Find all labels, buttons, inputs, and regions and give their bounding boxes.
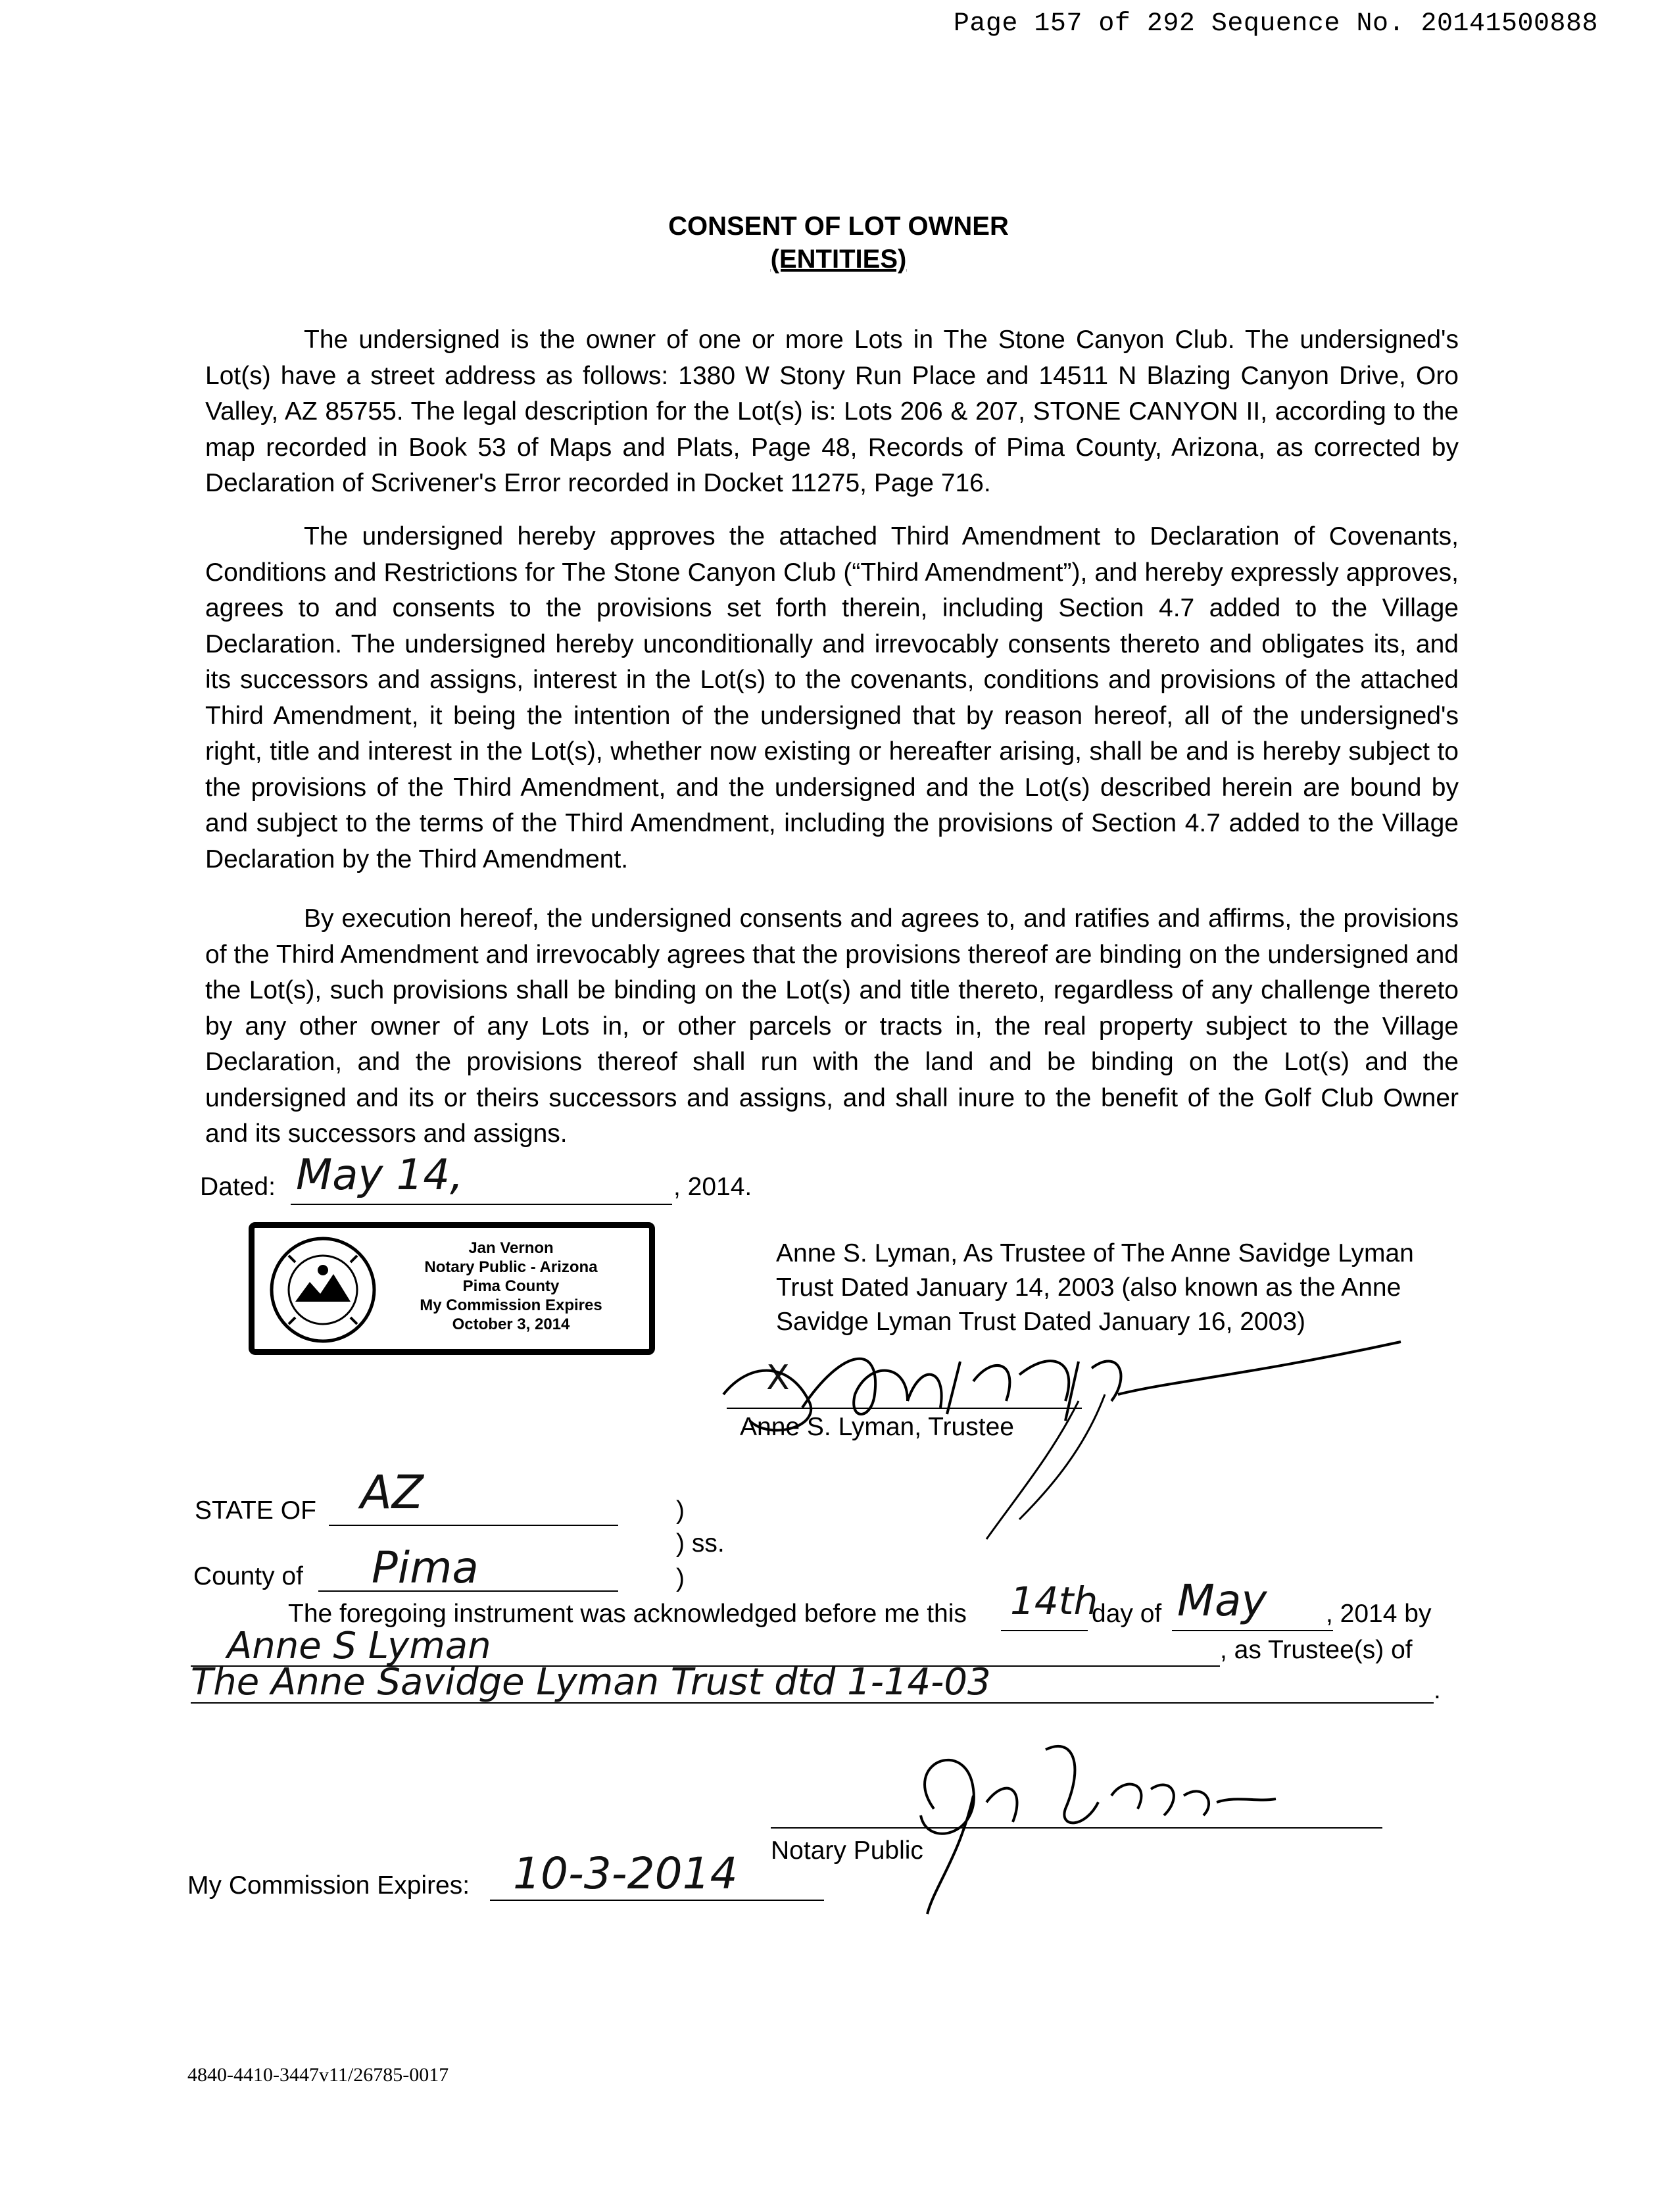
paragraph-ownership: The undersigned is the owner of one or more Lots in The Stone Canyon Club. The undersigned's Lot(s) have a street address as follows: 1380 W Stony Run Place and 14511 N Blazing Canyon Drive, Oro Valley, AZ 85755. The legal description for the Lot(s) is: Lots 206 & 207, STONE CANYON II, according to the map recorded in Book 53 of Maps and Plats, Page 48, Records of Pima County, Arizona, as corrected by Declaration of Scrivener's Error recorded in Docket 11275, Page 716.: [205, 326, 1459, 497]
month-handwritten: May: [1177, 1575, 1267, 1626]
dated-label: Dated:: [200, 1173, 276, 1201]
page-sequence-header: Page 157 of 292 Sequence No. 20141500888: [953, 9, 1598, 39]
state-underline: [329, 1525, 618, 1526]
day-of-label: day of: [1092, 1600, 1162, 1628]
signature-x-mark: X: [766, 1358, 790, 1398]
name-handwritten: Anne S Lyman: [227, 1625, 491, 1667]
commission-underline: [490, 1900, 824, 1901]
stamp-county: Pima County: [462, 1277, 560, 1295]
document-id-footer: 4840-4410-3447v11/26785-0017: [187, 2064, 449, 2086]
stamp-commission-date: October 3, 2014: [452, 1315, 570, 1333]
notary-public-label: Notary Public: [771, 1836, 923, 1865]
stamp-commission-label: My Commission Expires: [420, 1296, 602, 1314]
month-underline: [1172, 1630, 1333, 1631]
signature-caption: Anne S. Lyman, Trustee: [740, 1413, 1014, 1441]
trustee-line-3: Savidge Lyman Trust Dated January 16, 2003): [776, 1308, 1306, 1336]
trust-handwritten: The Anne Savidge Lyman Trust dtd 1-14-03: [191, 1661, 991, 1704]
stamp-name: Jan Vernon: [468, 1239, 554, 1257]
day-underline: [1001, 1630, 1088, 1631]
stamp-title: Notary Public - Arizona: [424, 1258, 598, 1276]
trustee-line-1: Anne S. Lyman, As Trustee of The Anne Savidge Lyman: [776, 1239, 1414, 1267]
dated-underline: [291, 1204, 672, 1205]
day-handwritten: 14th: [1010, 1579, 1098, 1623]
venue-ss: ) ss.: [676, 1529, 725, 1558]
trustee-line-2: Trust Dated January 14, 2003 (also known as the Anne: [776, 1273, 1401, 1302]
notary-signature-icon: [875, 1736, 1282, 1921]
venue-paren-1: ): [676, 1496, 685, 1525]
stamp-text: [379, 1239, 643, 1334]
acknowledgment-text: The foregoing instrument was acknowledged before me this: [288, 1600, 967, 1628]
state-seal-icon: [269, 1236, 377, 1344]
commission-expires-label: My Commission Expires:: [187, 1871, 470, 1900]
state-label: STATE OF: [195, 1496, 316, 1525]
dated-handwritten: May 14,: [296, 1151, 464, 1200]
venue-paren-3: ): [676, 1564, 685, 1592]
document-title: CONSENT OF LOT OWNER: [668, 212, 1009, 241]
document-subtitle: [0, 245, 1677, 274]
paragraph-approval: The undersigned hereby approves the attached Third Amendment to Declaration of Covenants, Conditions and Restrictions for The Stone Canyon Club (“Third Amendment”), and hereby expressly approves, agrees to and consents to the provisions set forth therein, including Section 4.7 added to the Village Declaration. The undersigned hereby unconditionally and irrevocably consents thereto and obligates its, and its successors and assigns, interest in the Lot(s) to the covenants, conditions and provisions of the attached Third Amendment, it being the intention of the undersigned that by reason hereof, all of the undersigned's right, title and interest in the Lot(s), whether now existing or hereafter arising, shall be and is hereby subject to the provisions of the Third Amendment, and the undersigned and the Lot(s) described herein are bound by and subject to the terms of the Third Amendment, including the provisions of Section 4.7 added to the Village Declaration by the Third Amendment.: [205, 522, 1459, 873]
dated-year: , 2014.: [673, 1173, 752, 1201]
paragraph-execution: By execution hereof, the undersigned consents and agrees to, and ratifies and affirms, the provisions of the Third Amendment and irrevocably agrees that the provisions thereof are binding on the undersigned and the Lot(s), such provisions shall be binding on the Lot(s) and title thereto, regardless of any challenge thereto by any other owner of any Lots in, or other parcels or tracts in, the real property subject to the Village Declaration, and the provisions thereof shall run with the land and be binding on the Lot(s) and the undersigned and its or theirs successors and assigns, and shall inure to the benefit of the Golf Club Owner and its successors and assigns.: [205, 904, 1459, 1148]
commission-handwritten: 10-3-2014: [513, 1848, 738, 1899]
notary-stamp: [249, 1222, 655, 1355]
county-handwritten: Pima: [372, 1542, 479, 1593]
state-handwritten: AZ: [360, 1465, 424, 1519]
year-by-label: , 2014 by: [1326, 1600, 1432, 1628]
county-label: County of: [193, 1562, 303, 1590]
subtitle-text: (ENTITIES): [770, 245, 907, 274]
trust-period: .: [1434, 1676, 1441, 1704]
trustee-signature-icon: [710, 1322, 1421, 1559]
as-trustees-label: , as Trustee(s) of: [1220, 1636, 1413, 1664]
